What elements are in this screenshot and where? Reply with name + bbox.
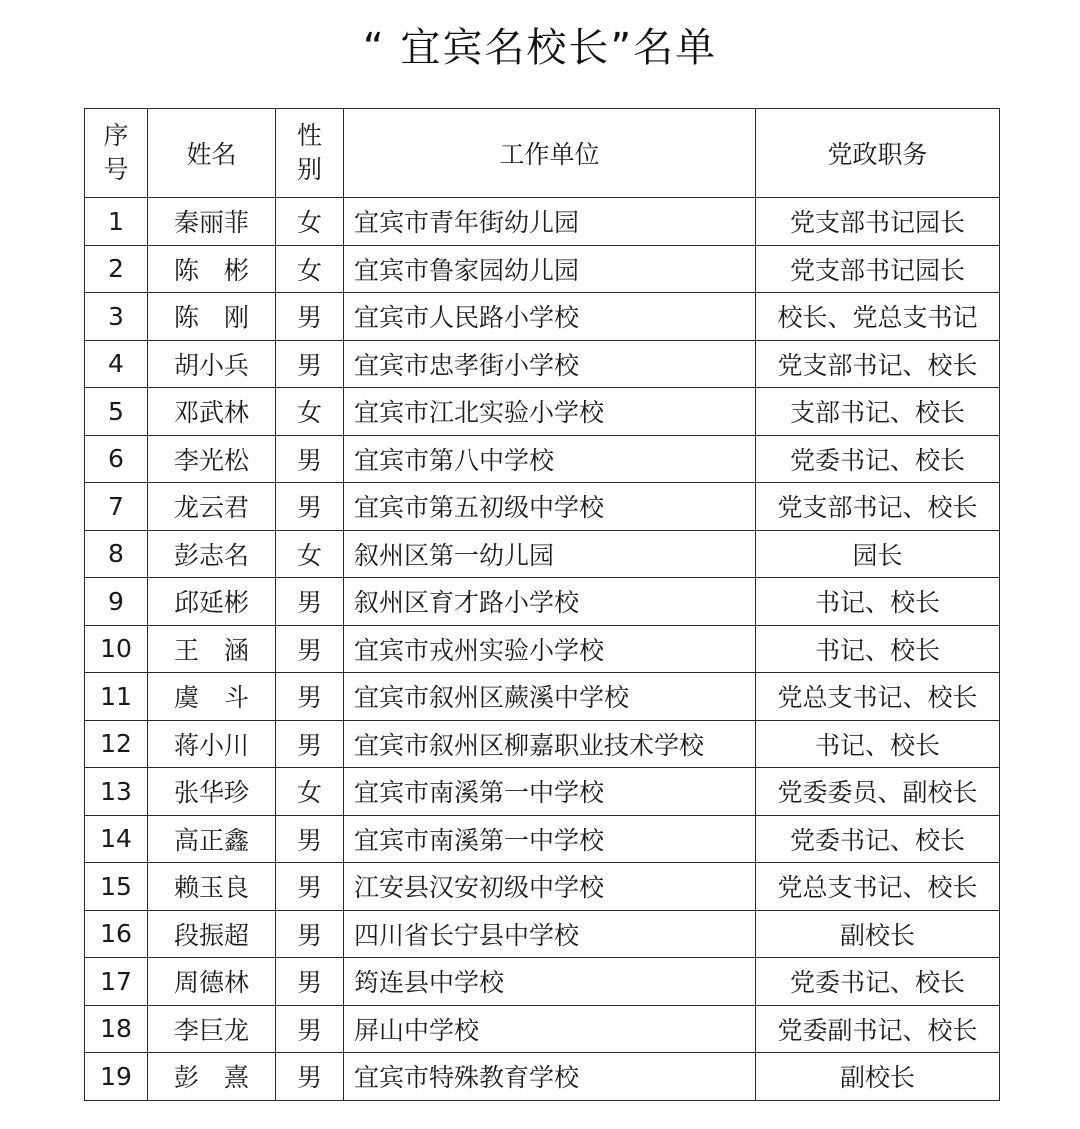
cell-name: 段振超 (148, 910, 276, 958)
cell-serial-number: 18 (85, 1005, 148, 1053)
header-work-unit: 工作单位 (344, 109, 756, 198)
cell-serial-number: 13 (85, 768, 148, 816)
cell-work-unit: 筠连县中学校 (344, 958, 756, 1006)
cell-party-duty: 党总支书记、校长 (756, 863, 1000, 911)
cell-party-duty: 党委委员、副校长 (756, 768, 1000, 816)
cell-party-duty: 党支部书记、校长 (756, 483, 1000, 531)
cell-gender: 女 (276, 245, 344, 293)
table-row (85, 293, 1000, 341)
cell-work-unit: 宜宾市戎州实验小学校 (344, 625, 756, 673)
header-serial-number (85, 109, 148, 198)
table-row (85, 958, 1000, 1006)
cell-work-unit: 宜宾市鲁家园幼儿园 (344, 245, 756, 293)
cell-gender: 男 (276, 578, 344, 626)
cell-serial-number: 15 (85, 863, 148, 911)
cell-party-duty: 支部书记、校长 (756, 388, 1000, 436)
cell-gender: 男 (276, 720, 344, 768)
cell-work-unit: 宜宾市特殊教育学校 (344, 1053, 756, 1101)
document-title: “ 宜宾名校长”名单 (362, 25, 718, 71)
cell-party-duty: 党支部书记、校长 (756, 340, 1000, 388)
cell-work-unit: 宜宾市南溪第一中学校 (344, 768, 756, 816)
cell-gender: 女 (276, 198, 344, 246)
table-body (85, 198, 1000, 1101)
cell-serial-number: 3 (85, 293, 148, 341)
cell-name: 李光松 (148, 435, 276, 483)
cell-party-duty: 书记、校长 (756, 720, 1000, 768)
cell-gender: 男 (276, 863, 344, 911)
table-row (85, 530, 1000, 578)
cell-serial-number: 16 (85, 910, 148, 958)
cell-party-duty: 党支部书记园长 (756, 245, 1000, 293)
table-row (85, 435, 1000, 483)
cell-gender: 男 (276, 910, 344, 958)
cell-serial-number: 1 (85, 198, 148, 246)
cell-serial-number: 4 (85, 340, 148, 388)
cell-work-unit: 四川省长宁县中学校 (344, 910, 756, 958)
cell-name: 胡小兵 (148, 340, 276, 388)
cell-work-unit: 叙州区第一幼儿园 (344, 530, 756, 578)
cell-gender: 男 (276, 1005, 344, 1053)
cell-serial-number: 12 (85, 720, 148, 768)
cell-work-unit: 屏山中学校 (344, 1005, 756, 1053)
header-party-duty: 党政职务 (756, 109, 1000, 198)
table-row (85, 388, 1000, 436)
cell-name: 高正鑫 (148, 815, 276, 863)
cell-party-duty: 书记、校长 (756, 578, 1000, 626)
cell-name: 赖玉良 (148, 863, 276, 911)
cell-serial-number: 11 (85, 673, 148, 721)
cell-work-unit: 宜宾市第八中学校 (344, 435, 756, 483)
cell-serial-number: 14 (85, 815, 148, 863)
table-row (85, 198, 1000, 246)
cell-serial-number: 2 (85, 245, 148, 293)
header-serial-line1: 序 (103, 121, 129, 150)
cell-gender: 女 (276, 530, 344, 578)
cell-gender: 女 (276, 388, 344, 436)
cell-name: 彭 熹 (148, 1053, 276, 1101)
cell-name: 虞 斗 (148, 673, 276, 721)
cell-serial-number: 8 (85, 530, 148, 578)
cell-name: 陈 彬 (148, 245, 276, 293)
table-row (85, 720, 1000, 768)
cell-party-duty: 党委书记、校长 (756, 435, 1000, 483)
cell-name: 彭志名 (148, 530, 276, 578)
cell-name: 邓武林 (148, 388, 276, 436)
cell-work-unit: 叙州区育才路小学校 (344, 578, 756, 626)
cell-party-duty: 校长、党总支书记 (756, 293, 1000, 341)
cell-gender: 女 (276, 768, 344, 816)
header-row (85, 109, 1000, 198)
table-row (85, 1005, 1000, 1053)
cell-gender: 男 (276, 483, 344, 531)
cell-name: 王 涵 (148, 625, 276, 673)
header-gender-line1: 性 (296, 121, 322, 150)
cell-name: 陈 刚 (148, 293, 276, 341)
cell-work-unit: 宜宾市叙州区蕨溪中学校 (344, 673, 756, 721)
cell-gender: 男 (276, 435, 344, 483)
cell-work-unit: 宜宾市江北实验小学校 (344, 388, 756, 436)
table-row (85, 245, 1000, 293)
table-row (85, 910, 1000, 958)
cell-name: 李巨龙 (148, 1005, 276, 1053)
cell-name: 龙云君 (148, 483, 276, 531)
cell-gender: 男 (276, 815, 344, 863)
cell-party-duty: 书记、校长 (756, 625, 1000, 673)
table-row (85, 578, 1000, 626)
cell-gender: 男 (276, 340, 344, 388)
table-row (85, 625, 1000, 673)
cell-name: 周德林 (148, 958, 276, 1006)
cell-gender: 男 (276, 293, 344, 341)
cell-name: 邱延彬 (148, 578, 276, 626)
cell-work-unit: 宜宾市叙州区柳嘉职业技术学校 (344, 720, 756, 768)
cell-name: 张华珍 (148, 768, 276, 816)
principal-roster-table (84, 108, 1000, 1101)
cell-work-unit: 宜宾市第五初级中学校 (344, 483, 756, 531)
cell-gender: 男 (276, 1053, 344, 1101)
cell-serial-number: 7 (85, 483, 148, 531)
cell-gender: 男 (276, 673, 344, 721)
cell-name: 蒋小川 (148, 720, 276, 768)
header-gender-line2: 别 (296, 155, 322, 184)
cell-gender: 男 (276, 958, 344, 1006)
table-row (85, 1053, 1000, 1101)
cell-work-unit: 江安县汉安初级中学校 (344, 863, 756, 911)
cell-serial-number: 17 (85, 958, 148, 1006)
cell-party-duty: 园长 (756, 530, 1000, 578)
cell-party-duty: 党支部书记园长 (756, 198, 1000, 246)
cell-serial-number: 9 (85, 578, 148, 626)
cell-party-duty: 党委副书记、校长 (756, 1005, 1000, 1053)
cell-party-duty: 副校长 (756, 1053, 1000, 1101)
cell-work-unit: 宜宾市忠孝街小学校 (344, 340, 756, 388)
table-row (85, 768, 1000, 816)
header-gender (276, 109, 344, 198)
cell-party-duty: 党委书记、校长 (756, 815, 1000, 863)
cell-serial-number: 6 (85, 435, 148, 483)
cell-work-unit: 宜宾市南溪第一中学校 (344, 815, 756, 863)
table-row (85, 340, 1000, 388)
cell-serial-number: 5 (85, 388, 148, 436)
cell-serial-number: 19 (85, 1053, 148, 1101)
cell-gender: 男 (276, 625, 344, 673)
cell-name: 秦丽菲 (148, 198, 276, 246)
table-header (85, 109, 1000, 198)
cell-party-duty: 副校长 (756, 910, 1000, 958)
table-row (85, 815, 1000, 863)
table-row (85, 863, 1000, 911)
header-name: 姓名 (148, 109, 276, 198)
table-row (85, 483, 1000, 531)
cell-party-duty: 党委书记、校长 (756, 958, 1000, 1006)
cell-party-duty: 党总支书记、校长 (756, 673, 1000, 721)
header-serial-line2: 号 (103, 155, 129, 184)
cell-work-unit: 宜宾市青年街幼儿园 (344, 198, 756, 246)
table-row (85, 673, 1000, 721)
cell-work-unit: 宜宾市人民路小学校 (344, 293, 756, 341)
cell-serial-number: 10 (85, 625, 148, 673)
